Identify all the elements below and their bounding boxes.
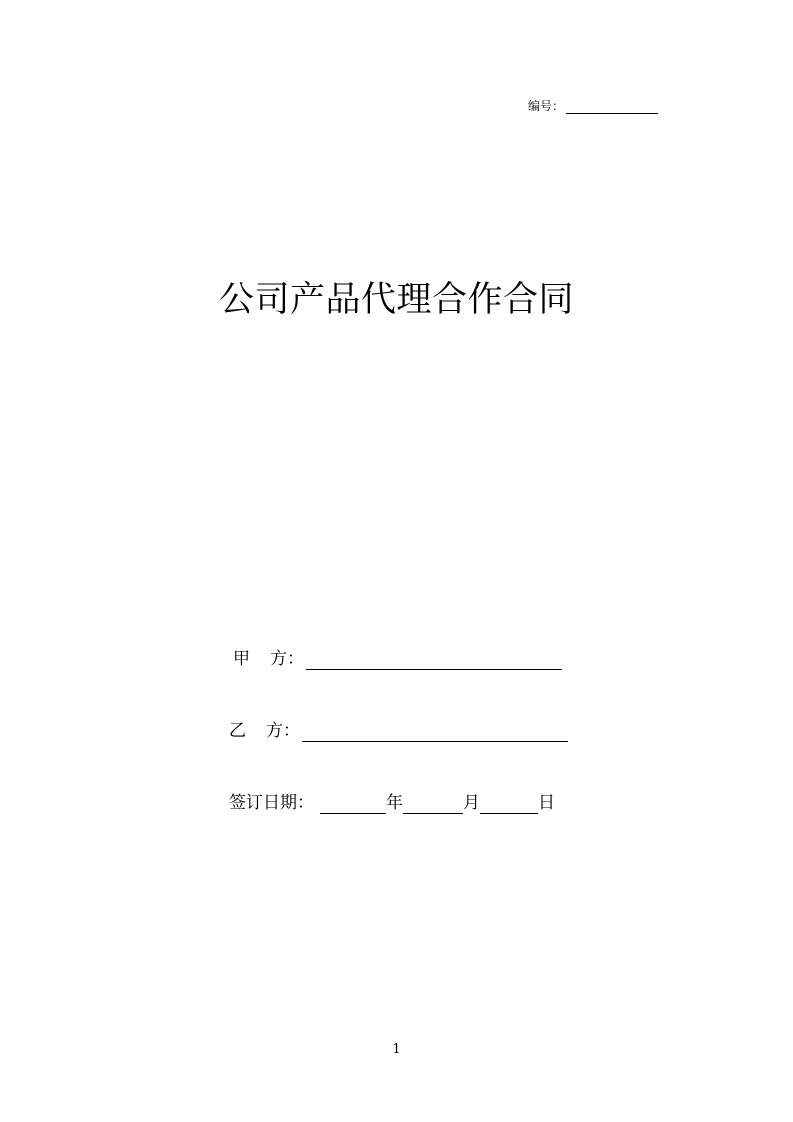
party-a-row	[233, 648, 562, 670]
document-number-label: 编号：	[528, 99, 565, 113]
page-number: 1	[392, 1042, 401, 1057]
party-b-row	[229, 720, 568, 742]
party-b-label-1: 乙	[229, 721, 246, 741]
sign-date-day-label: 日	[538, 793, 555, 813]
sign-date-label: 签订日期：	[229, 793, 314, 813]
party-b-label-2: 方：	[266, 721, 300, 741]
sign-date-row	[229, 792, 555, 814]
sign-date-month-blank[interactable]	[403, 796, 463, 814]
party-a-label-1: 甲	[233, 649, 250, 669]
sign-date-month-label: 月	[463, 793, 480, 813]
party-b-blank[interactable]	[302, 724, 568, 742]
document-number-blank[interactable]	[566, 101, 658, 114]
party-a-blank[interactable]	[306, 652, 562, 670]
sign-date-year-blank[interactable]	[320, 796, 386, 814]
party-a-label-2: 方：	[270, 649, 304, 669]
sign-date-day-blank[interactable]	[480, 796, 538, 814]
document-number-row	[528, 96, 658, 114]
document-title: 公司产品代理合作合同	[218, 280, 574, 320]
sign-date-year-label: 年	[386, 793, 403, 813]
